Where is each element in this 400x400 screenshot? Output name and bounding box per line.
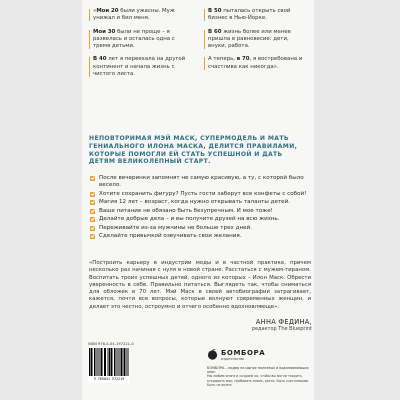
- checklist-item-text: Ваше питание не обязано быть безупречным. И мое тоже!: [99, 207, 273, 214]
- quote-item: [204, 29, 304, 50]
- checkbox-checked-icon: [90, 226, 95, 231]
- checklist-item-text: Сделайте привычкой озвучивать свои желания.: [99, 233, 242, 239]
- checklist-item: [90, 175, 310, 189]
- checkbox-checked-icon: [90, 217, 95, 222]
- checklist: [90, 175, 310, 241]
- publisher-tagline: издательство: [221, 357, 245, 361]
- quote-age: В 60: [208, 28, 222, 35]
- barcode-bars: [89, 348, 129, 376]
- reviewer-role: редактор The Blueprint: [251, 326, 312, 332]
- checklist-item: [90, 199, 310, 206]
- quote-text: были не проще – я развелась и осталась одна с тремя детьми.: [93, 28, 175, 49]
- reviewer: [202, 318, 312, 333]
- publisher-name: БОМБОРА: [221, 349, 266, 357]
- quote-item: «Мои 20 были ужасны. Муж унижал и бил меня.: [89, 8, 189, 22]
- quote-text: были ужасны. Муж унижал и бил меня.: [93, 8, 175, 22]
- quotes-left-column: [89, 8, 189, 84]
- quote-prefix: А теперь,: [208, 56, 237, 63]
- quote-text: пыталась открыть свой бизнес в Нью-Йорке.: [208, 8, 291, 22]
- checklist-item-text: Делайте добрые дела – и вы получите друзей на всю жизнь.: [99, 216, 280, 223]
- quote-item: [204, 8, 304, 22]
- checklist-item-text: Хотите сохранить фигуру? Пусть гости заберут все конфеты с собой!: [99, 190, 307, 197]
- reviewer-name: АННА ФЕДИНА,: [255, 318, 312, 326]
- quote-text: лет я переехала на другой континент и начала жизнь с чистого листа.: [93, 56, 186, 77]
- headline: НЕПОВТОРИМАЯ МЭЙ МАСК, СУПЕРМОДЕЛЬ И МАТЬ ГЕНИАЛЬНОГО ИЛОНА МАСКА, ДЕЛИТСЯ ПРАВИЛАМИ, КОТОРЫЕ ПОМОГЛИ ЕЙ СТАТЬ УСПЕШНОЙ И ДАТЬ ДЕТЯМ ВЕЛИКОЛЕПНЫЙ СТАРТ.: [89, 135, 298, 166]
- checklist-item: [90, 208, 310, 215]
- imprint-title: БОМБОРА – лидер на рынке полезных и вдохновляющих книг.: [207, 366, 309, 375]
- quote-age: в 70: [236, 56, 250, 63]
- quote-item: [89, 56, 189, 77]
- checklist-item: [90, 191, 310, 198]
- checkbox-checked-icon: [90, 192, 95, 197]
- quote-age: В 40: [93, 56, 107, 63]
- checkbox-checked-icon: [90, 234, 95, 239]
- quote-age: В 50: [208, 8, 222, 14]
- bombora-logo-icon: [207, 349, 218, 360]
- publisher-imprint: [207, 366, 311, 387]
- cover-page: [82, 0, 314, 400]
- quote-age: Мои 20: [96, 8, 119, 14]
- publisher-logo: [207, 347, 307, 363]
- quotes-section: [82, 8, 314, 128]
- barcode: [88, 347, 130, 383]
- checklist-item: [90, 216, 310, 223]
- quote-age: Мои 30: [93, 28, 116, 35]
- checklist-item-text: После вечеринки запомнят не самую красивую, а ту, с которой было весело.: [99, 175, 304, 189]
- checklist-item-text: Переживайте из-за мужчины не больше трех дней.: [99, 224, 253, 231]
- quote-item: [89, 29, 189, 50]
- isbn-label: ISBN 978-5-04-197221-0: [88, 342, 134, 346]
- quote-text: жизнь более или менее пришла в равновесие: дети, внуки, работа.: [208, 28, 291, 49]
- imprint-text: Мы любим книги и создаем их, чтобы вы могли творить, открывать мир, пробовать новое, расти. Быть счастливыми. Быть на волне.: [207, 374, 310, 387]
- review-quote: «Построить карьеру в индустрии моды и в частной практике, причем несколько раз начиная с нуля в новой стране. Расстаться с мужем-тираном. Воспитать троих успешных детей, одного из которых – Илон Маск. Обрести уверенность в себе. Правильно питаться. Выглядеть так, чтобы сниматься для обложек в 70 лет. Мэй Маск в своей автобиографии затрагивает, кажется, почти все вопросы, которые волнуют современных женщин, и делает это честно, остроумно и отчего особенно вдохновляюще».: [89, 260, 311, 310]
- quotes-right-column: [204, 8, 304, 77]
- quote-item: [204, 56, 304, 70]
- checkbox-checked-icon: [90, 209, 95, 214]
- checklist-item-text: Магия 12 лет – возраст, когда нужно открывать таланты детей.: [99, 199, 291, 206]
- barcode-number: 9 785041 972219: [93, 376, 125, 381]
- quote-text: , я востребована и счастлива как никогда».: [208, 56, 303, 70]
- checkbox-checked-icon: [90, 176, 95, 181]
- checkbox-checked-icon: [90, 200, 95, 205]
- checklist-item: [90, 225, 310, 232]
- checklist-item: [90, 233, 310, 240]
